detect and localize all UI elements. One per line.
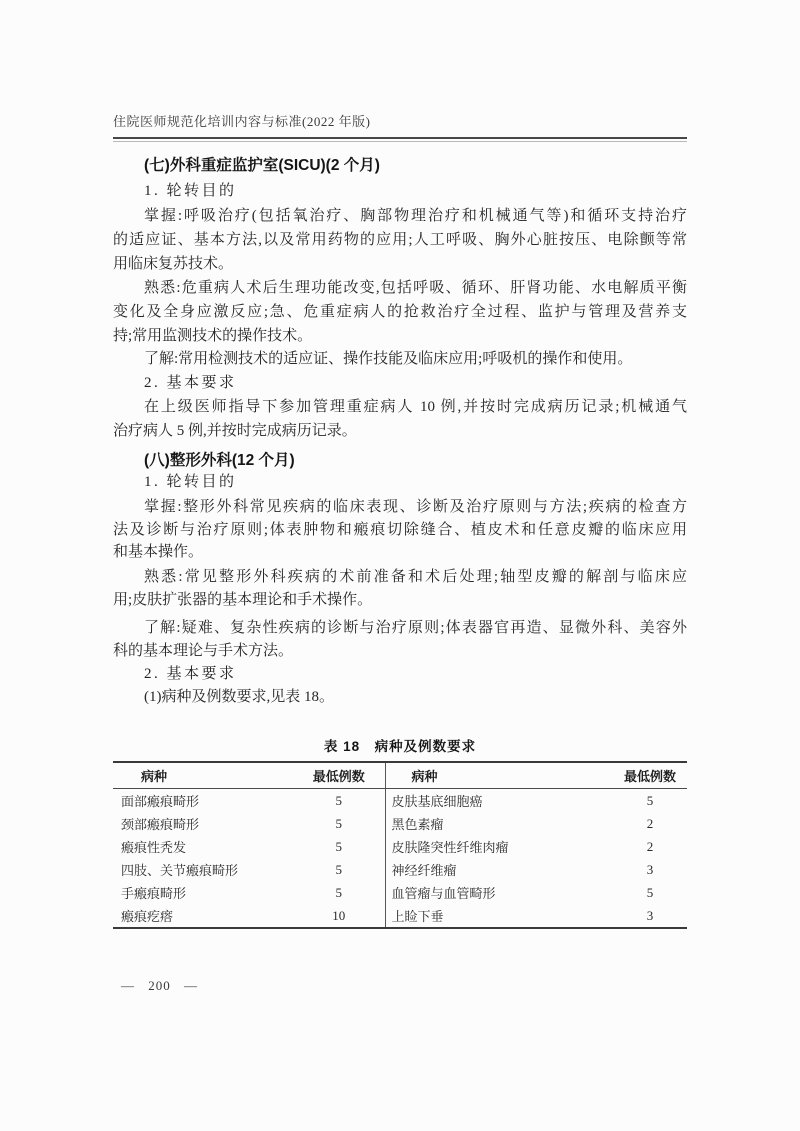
s8-understand-paragraph	[113, 617, 687, 662]
text-line: 熟悉:常见整形外科疾病的术前准备和术后处理;轴型皮瓣的解剖与临床应	[144, 569, 687, 585]
s8-master-paragraph	[113, 496, 687, 564]
running-header: 住院医师规范化培训内容与标准(2022 年版)	[113, 114, 371, 129]
disease-cell: 皮肤隆突性纤维肉瘤	[391, 840, 509, 855]
table-row	[113, 789, 687, 813]
col-header-min-cases-right: 最低例数	[613, 762, 687, 789]
page-number-footer: — 200 —	[121, 978, 198, 993]
min-cases-cell: 3	[646, 907, 654, 923]
min-cases-cell: 5	[293, 835, 385, 858]
text-line: 在上级医师指导下参加管理重症病人 10 例,并按时完成病历记录;机械通气	[144, 399, 687, 415]
s8-case-requirement-line	[113, 686, 687, 709]
min-cases-cell: 5	[293, 858, 385, 881]
text-line: 变化及全身应激反应;急、危重症病人的抢救治疗全过程、监护与管理及营养支	[113, 304, 687, 320]
section-7-heading: (七)外科重症监护室(SICU)(2 个月)	[144, 157, 380, 174]
disease-cell: 面部瘢痕畸形	[121, 794, 200, 809]
text-line: 掌握:呼吸治疗(包括氧治疗、胸部物理治疗和机械通气等)和循环支持治疗	[144, 208, 687, 224]
text-line: 掌握:整形外科常见疾病的临床表现、诊断及治疗原则与方法;疾病的检查方	[144, 499, 687, 515]
text-line: 治疗病人 5 例,并按时完成病历记录。	[113, 422, 357, 439]
disease-cell: 手瘢痕畸形	[121, 886, 187, 901]
text-line: 科的基本理论与手术方法。	[113, 642, 294, 659]
disease-cell: 颈部瘢痕畸形	[121, 817, 200, 832]
s8-rotation-objective-title: 1. 轮转目的	[144, 474, 237, 490]
col-header-min-cases-left: 最低例数	[293, 762, 385, 789]
text-line: 持;常用监测技术的操作技术。	[113, 328, 313, 344]
min-cases-cell: 5	[646, 884, 654, 900]
disease-cell: 皮肤基底细胞癌	[391, 794, 483, 809]
s7-basic-requirement-title: 2. 基本要求	[144, 375, 237, 391]
disease-cell: 瘢痕性秃发	[121, 840, 187, 855]
text-line: 用临床复苏技术。	[113, 256, 234, 272]
min-cases-cell: 2	[646, 838, 654, 854]
table-row	[113, 812, 687, 835]
min-cases-cell: 5	[293, 812, 385, 835]
min-cases-cell: 2	[646, 815, 654, 831]
min-cases-cell: 5	[293, 789, 385, 813]
table-header-row	[113, 762, 687, 789]
col-header-disease-right: 病种	[385, 762, 613, 789]
min-cases-cell: 5	[293, 881, 385, 904]
text-line: 熟悉:危重病人术后生理功能改变,包括呼吸、循环、肝肾功能、水电解质平衡	[144, 280, 687, 296]
min-cases-cell: 10	[293, 904, 385, 928]
disease-cell: 血管瘤与血管畸形	[391, 886, 496, 901]
table-18-title: 表 18 病种及例数要求	[323, 739, 477, 754]
text-line: 的适应证、基本方法,以及常用药物的应用;人工呼吸、胸外心脏按压、电除颤等常	[113, 232, 687, 248]
s7-requirement-paragraph	[113, 396, 687, 443]
disease-cell: 瘢痕疙瘩	[121, 909, 174, 924]
s7-familiar-paragraph	[113, 276, 687, 348]
s7-rotation-objective-title: 1. 轮转目的	[144, 183, 237, 199]
header-rule	[113, 137, 687, 142]
text-line: (1)病种及例数要求,见表 18。	[144, 689, 334, 705]
table-row	[113, 835, 687, 858]
s7-master-paragraph	[113, 204, 687, 276]
text-line: 法及诊断与治疗原则;体表肿物和瘢痕切除缝合、植皮术和任意皮瓣的临床应用	[113, 521, 687, 538]
min-cases-cell: 3	[646, 861, 654, 877]
text-line: 了解:常用检测技术的适应证、操作技能及临床应用;呼吸机的操作和使用。	[144, 351, 633, 367]
table-row	[113, 904, 687, 928]
s7-understand-paragraph	[113, 348, 687, 371]
disease-cell: 黑色素瘤	[391, 817, 444, 832]
disease-cell: 上睑下垂	[391, 909, 444, 924]
disease-cell: 神经纤维瘤	[391, 863, 457, 878]
col-header-disease-left: 病种	[113, 762, 293, 789]
s8-familiar-paragraph	[113, 566, 687, 611]
table-row	[113, 881, 687, 904]
table-row	[113, 858, 687, 881]
section-8-heading: (八)整形外科(12 个月)	[144, 452, 295, 469]
text-line: 用;皮肤扩张器的基本理论和手术操作。	[113, 591, 373, 608]
text-line: 和基本操作。	[113, 544, 204, 560]
case-requirements-table	[113, 761, 687, 929]
min-cases-cell: 5	[646, 792, 654, 808]
table-18-wrapper	[113, 761, 687, 929]
disease-cell: 四肢、关节瘢痕畸形	[121, 863, 239, 878]
s8-basic-requirement-title: 2. 基本要求	[144, 666, 237, 682]
text-line: 了解:疑难、复杂性疾病的诊断与治疗原则;体表器官再造、显微外科、美容外	[144, 620, 687, 636]
